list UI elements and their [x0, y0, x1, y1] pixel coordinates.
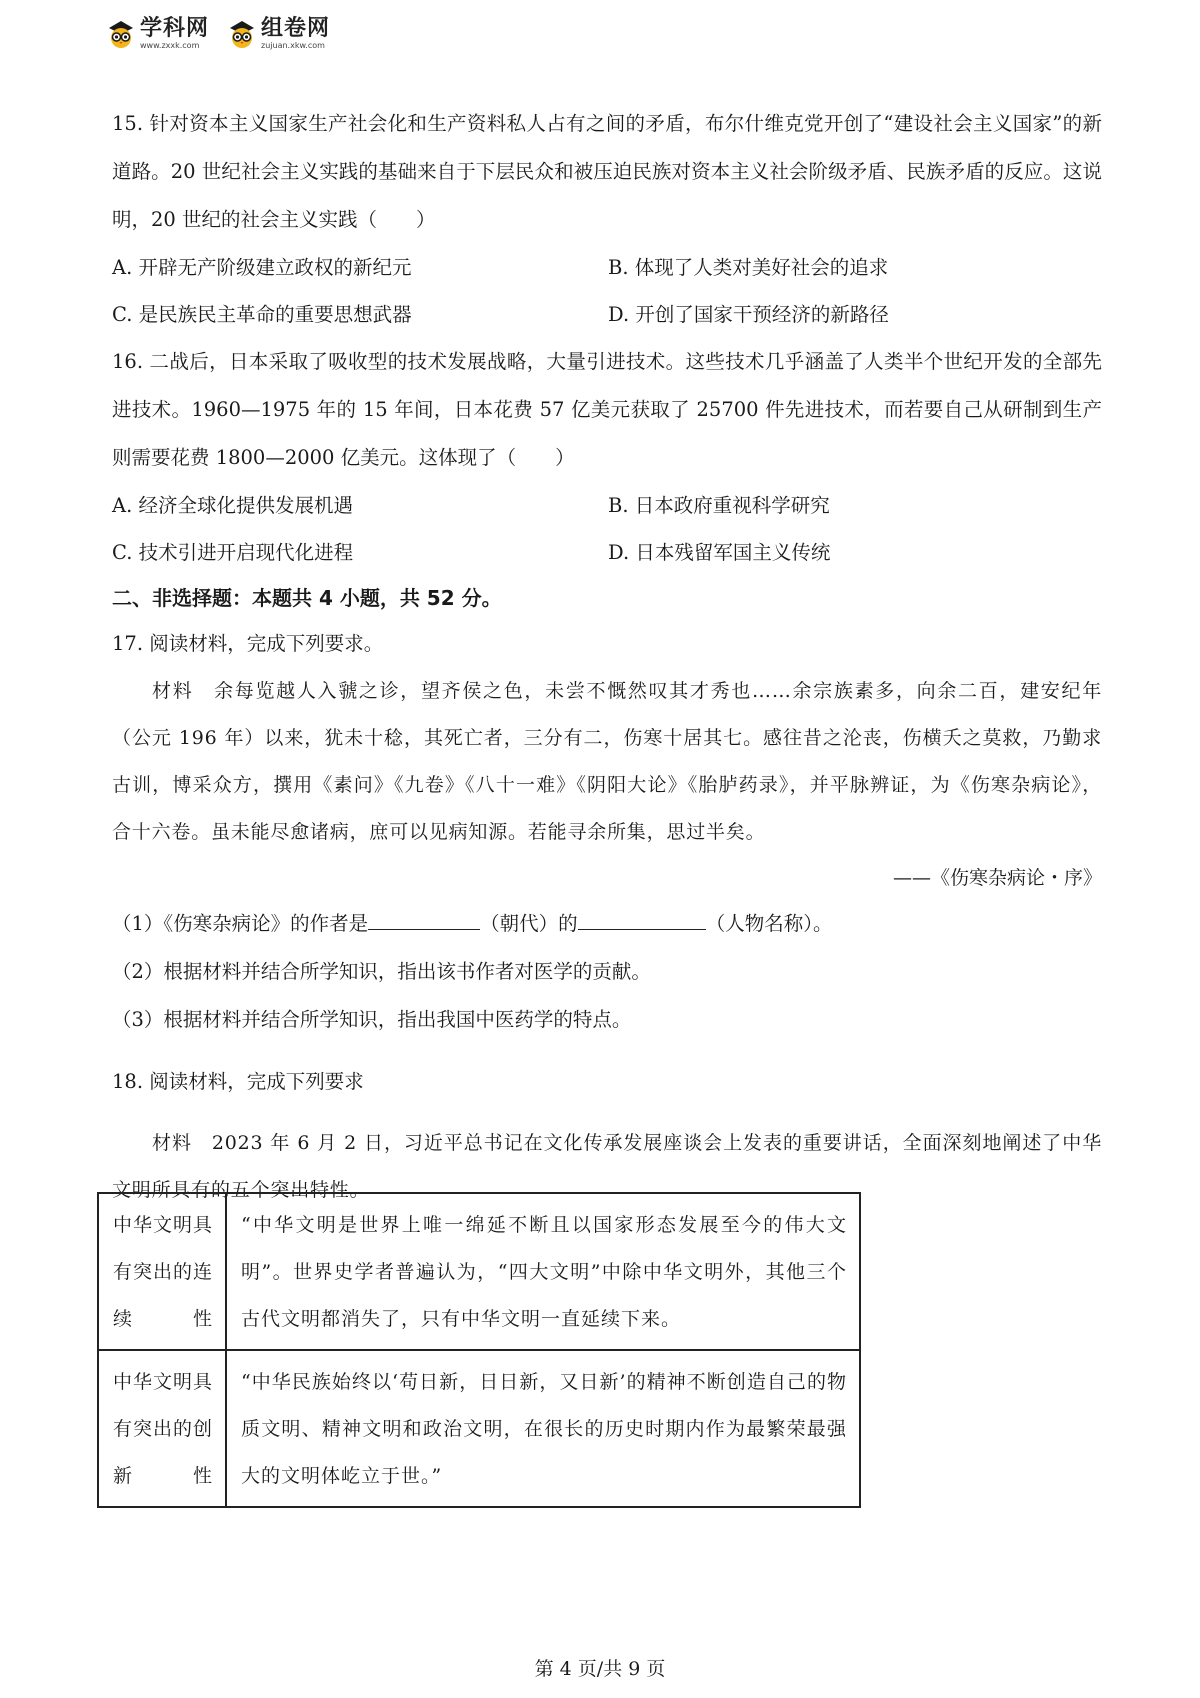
logo-name: 学科网: [140, 16, 210, 41]
question-16-options: [112, 482, 1102, 576]
page-content: [112, 100, 1102, 1214]
answer-blank-dynasty[interactable]: [368, 909, 480, 930]
logo-name: 组卷网: [261, 16, 331, 41]
option-b[interactable]: B. 体现了人类对美好社会的追求: [608, 256, 889, 279]
header-logos: [106, 18, 330, 50]
option-c[interactable]: C. 技术引进开启现代化进程: [112, 541, 354, 564]
option-d[interactable]: D. 日本残留军国主义传统: [608, 541, 831, 564]
logo-zxxk[interactable]: [106, 18, 209, 50]
option-a[interactable]: A. 开辟无产阶级建立政权的新纪元: [112, 256, 412, 279]
page-number: 第 4 页/共 9 页: [534, 1658, 666, 1680]
question-17-material: 材料 余每览越人入虢之诊，望齐侯之色，未尝不慨然叹其才秀也……余宗族素多，向余二百，建安纪年（公元 196 年）以来，犹未十稔，其死亡者，三分有二，伤寒十居其七。感往昔之沦丧，伤横夭之莫救，乃勤求古训，博采众方，撰用《素问》《九卷》《八十一难》《阴阳大论》《胎胪药录》，并平脉辨证，为《伤寒杂病论》，合十六卷。虽未能尽愈诸病，庶可以见病知源。若能寻余所集，思过半矣。: [112, 680, 1102, 843]
table-row: [98, 1193, 860, 1350]
table-cell-desc: “中华文明是世界上唯一绵延不断且以国家形态发展至今的伟大文明”。世界史学者普遍认为，“四大文明”中除中华文明外，其他三个古代文明都消失了，只有中华文明一直延续下来。: [226, 1193, 860, 1350]
owl-icon: [227, 19, 257, 49]
question-17-sub-2: （2）根据材料并结合所学知识，指出该书作者对医学的贡献。: [112, 960, 651, 983]
logo-zujuan[interactable]: [227, 18, 330, 50]
logo-url: zujuan.xkw.com: [261, 41, 325, 50]
table-row: [98, 1350, 860, 1507]
owl-icon: [106, 19, 136, 49]
table-cell-desc: “中华民族始终以‘苟日新，日日新，又日新’的精神不断创造自己的物质文明、精神文明和政治文明，在很长的历史时期内作为最繁荣最强大的文明体屹立于世。”: [226, 1350, 860, 1507]
option-a[interactable]: A. 经济全球化提供发展机遇: [112, 494, 353, 517]
sub-question-text: （1）《伤寒杂病论》的作者是: [112, 912, 369, 935]
answer-blank-person[interactable]: [578, 909, 706, 930]
option-b[interactable]: B. 日本政府重视科学研究: [608, 494, 830, 517]
logo-url: www.zxxk.com: [140, 41, 200, 50]
table-cell-label: 中华文明具有突出的创新性: [98, 1350, 226, 1507]
civilization-table: [97, 1192, 861, 1508]
sub-question-text: （朝代）的: [480, 912, 578, 935]
section-title: 二、非选择题：本题共 4 小题，共 52 分。: [112, 586, 502, 610]
question-16-text: 16. 二战后，日本采取了吸收型的技术发展战略，大量引进技术。这些技术几乎涵盖了人类半个世纪开发的全部先进技术。1960—1975 年的 15 年间，日本花费 57 亿美元获取了 25700 件先进技术，而若要自己从研制到生产则需要花费 1800—2000 亿美元。这体现了（ ）: [112, 350, 1102, 469]
material-source: ——《伤寒杂病论・序》: [892, 867, 1102, 889]
question-15-text: 15. 针对资本主义国家生产社会化和生产资料私人占有之间的矛盾，布尔什维克党开创了“建设社会主义国家”的新道路。20 世纪社会主义实践的基础来自于下层民众和被压迫民族对资本主义社会阶级矛盾、民族矛盾的反应。这说明，20 世纪的社会主义实践（ ）: [112, 112, 1102, 231]
question-18-intro: 18. 阅读材料，完成下列要求: [112, 1070, 364, 1093]
question-17-intro: 17. 阅读材料，完成下列要求。: [112, 632, 384, 655]
question-18-material: 材料 2023 年 6 月 2 日，习近平总书记在文化传承发展座谈会上发表的重要讲话，全面深刻地阐述了中华文明所具有的五个突出特性。: [112, 1132, 1102, 1201]
option-c[interactable]: C. 是民族民主革命的重要思想武器: [112, 303, 412, 326]
option-d[interactable]: D. 开创了国家干预经济的新路径: [608, 303, 889, 326]
sub-question-text: （人物名称）。: [705, 912, 833, 935]
question-17-sub-1: [112, 900, 1102, 948]
table-cell-label: 中华文明具有突出的连续性: [98, 1193, 226, 1350]
question-15-options: [112, 244, 1102, 338]
question-17-sub-3: （3）根据材料并结合所学知识，指出我国中医药学的特点。: [112, 1008, 632, 1031]
